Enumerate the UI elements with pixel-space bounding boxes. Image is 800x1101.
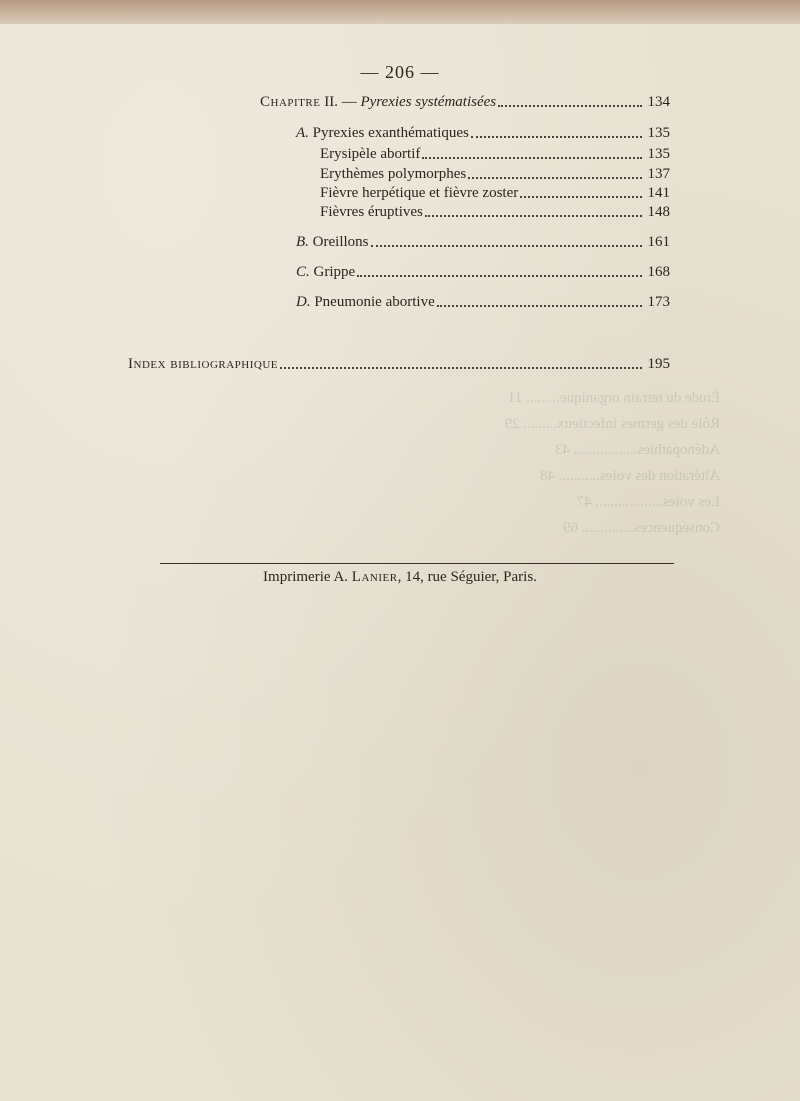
- printer-prefix: Imprimerie A.: [263, 569, 349, 585]
- printer-imprint: [0, 569, 800, 586]
- entry-label: Pyrexies exanthématiques: [312, 125, 469, 141]
- printer-address: , 14, rue Séguier, Paris.: [397, 569, 537, 585]
- toc-entry-A: [296, 125, 670, 142]
- chapter-page: 134: [647, 94, 670, 110]
- dot-leader: [371, 245, 643, 247]
- show-through-text: Étude du terrain organique......... 11 Rôle des germes infectieux......... 29 Adénopathies................. 43 Altération des voies........... 48 Les voies.................. 47 Conséquences.............. 69: [504, 390, 720, 536]
- index-page: 195: [647, 356, 670, 372]
- dot-leader: [468, 177, 642, 179]
- printer-name: Lanier: [351, 569, 398, 585]
- chapter-dash: —: [341, 94, 357, 110]
- entry-page: 148: [647, 204, 670, 220]
- toc-entry-C: [296, 264, 670, 281]
- entry-label: Pneumonie abortive: [314, 294, 435, 310]
- entry-letter: B.: [296, 234, 309, 250]
- entry-label: Fièvres éruptives: [320, 204, 423, 220]
- dot-leader: [357, 275, 642, 277]
- entry-letter: A.: [296, 125, 309, 141]
- toc-entry-fievres-eruptives: [320, 204, 670, 221]
- entry-page: 168: [647, 264, 670, 280]
- footer-rule: [160, 563, 674, 564]
- page-top-edge: [0, 0, 800, 24]
- entry-label: Erythèmes polymorphes: [320, 166, 467, 182]
- dot-leader: [437, 305, 642, 307]
- chapter-title: Pyrexies systématisées: [360, 94, 497, 110]
- entry-page: 141: [647, 185, 670, 201]
- toc-entry-fievre-herpetique: [320, 185, 670, 202]
- dot-leader: [422, 157, 642, 159]
- entry-label: Grippe: [313, 264, 356, 280]
- toc-entry-erythemes: [320, 166, 670, 183]
- dot-leader: [471, 136, 642, 138]
- entry-page: 137: [647, 166, 670, 182]
- dot-leader: [280, 367, 642, 369]
- page-number: — 206 —: [360, 62, 440, 82]
- dot-leader: [520, 196, 642, 198]
- entry-letter: C.: [296, 264, 310, 280]
- entry-page: 135: [647, 125, 670, 141]
- entry-page: 135: [647, 146, 670, 162]
- dot-leader: [425, 215, 642, 217]
- chapter-number: II.: [324, 94, 338, 110]
- chapter-prefix: Chapitre: [260, 94, 321, 110]
- entry-label: Erysipèle abortif: [320, 146, 421, 162]
- entry-label: Oreillons: [312, 234, 369, 250]
- toc-entry-erysipele: [320, 146, 670, 163]
- toc-entry-D: [296, 294, 670, 311]
- entry-label: Fièvre herpétique et fièvre zoster: [320, 185, 519, 201]
- toc-entry-B: [296, 234, 670, 251]
- entry-letter: D.: [296, 294, 311, 310]
- entry-page: 173: [647, 294, 670, 310]
- toc-index-entry: [128, 356, 670, 373]
- index-label: Index bibliographique: [128, 356, 279, 372]
- entry-page: 161: [647, 234, 670, 250]
- dot-leader: [498, 105, 642, 107]
- chapter-heading: [260, 94, 670, 111]
